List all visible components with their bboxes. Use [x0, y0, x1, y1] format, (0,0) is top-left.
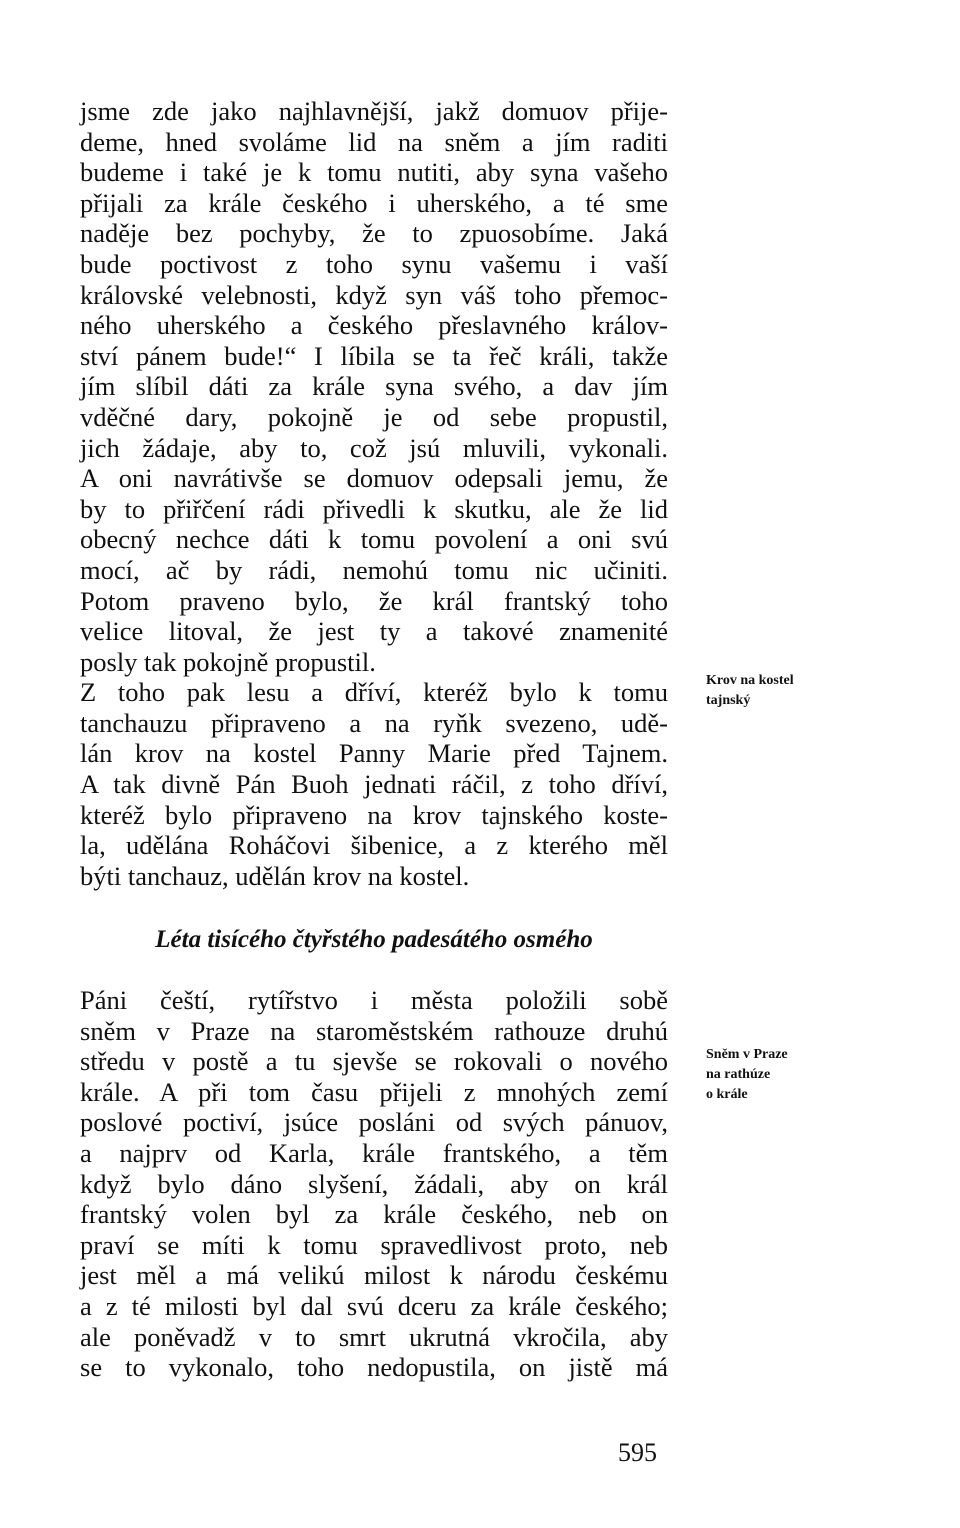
text-line: a najprv od Karla, krále frantského, a těm	[80, 1137, 668, 1168]
text-line: Z toho pak lesu a dříví, kteréž bylo k tomu	[80, 677, 668, 708]
section-heading: Léta tisícého čtyřstého padesátého osmého	[155, 926, 593, 953]
text-line: vděčné dary, pokojně je od sebe propustil,	[80, 401, 668, 432]
text-line: jest měl a má velikú milost k národu českému	[80, 1260, 668, 1291]
text-line: budeme i také je k tomu nutiti, aby syna vašeho	[80, 157, 668, 188]
text-line: la, udělána Roháčovi šibenice, a z kterého měl	[80, 830, 668, 861]
text-line: tanchauzu připraveno a na ryňk svezeno, udě-	[80, 707, 668, 738]
text-line: velice litoval, že jest ty a takové znamenité	[80, 616, 668, 647]
text-line: bude poctivost z toho synu vašemu i vaší	[80, 248, 668, 279]
text-line: kteréž bylo připraveno na krov tajnského koste-	[80, 799, 668, 830]
text-line: přijali za krále českého i uherského, a té sme	[80, 187, 668, 218]
text-line: naděje bez pochyby, že to zpuosobíme. Jaká	[80, 218, 668, 249]
text-line: obecný nechce dáti k tomu povolení a oni svú	[80, 524, 668, 555]
text-line: krále. A při tom času přijeli z mnohých zemí	[80, 1076, 668, 1107]
text-line: Páni čeští, rytířstvo i města položili sobě	[80, 985, 668, 1015]
page-number: 595	[618, 1438, 657, 1467]
text-line: A tak divně Pán Buoh jednati ráčil, z toho dříví,	[80, 769, 668, 800]
text-line: a z té milosti byl dal svú dceru za krále českého;	[80, 1290, 668, 1321]
margin-note-line: o krále	[706, 1087, 748, 1102]
text-line: středu v postě a tu sjevše se rokovali o nového	[80, 1046, 668, 1077]
text-line: ství pánem bude!“ I líbila se ta řeč králi, takže	[80, 340, 668, 371]
text-line: královské velebnosti, když syn váš toho přemoc-	[80, 279, 668, 310]
margin-note-line: Sněm v Praze	[706, 1047, 788, 1062]
text-line: poslové poctiví, jsúce posláni od svých pánuov,	[80, 1107, 668, 1138]
text-line: Potom praveno bylo, že král frantský toho	[80, 585, 668, 616]
margin-note-line: na rathúze	[706, 1067, 771, 1082]
text-line: mocí, ač by rádi, nemohú tomu nic učiniti.	[80, 554, 668, 585]
margin-note-line: tajnský	[706, 693, 751, 708]
text-line: jich žádaje, aby to, což jsú mluvili, vykonali.	[80, 432, 668, 463]
text-line: posly tak pokojně propustil.	[80, 646, 376, 677]
text-line: ale poněvadž v to smrt ukrutná vkročila, aby	[80, 1321, 668, 1352]
text-line: frantský volen byl za krále českého, neb on	[80, 1199, 668, 1230]
text-line: když bylo dáno slyšení, žádali, aby on král	[80, 1168, 668, 1199]
paragraph-bottom	[80, 985, 668, 1383]
text-line: A oni navrátivše se domuov odepsali jemu, že	[80, 463, 668, 494]
text-line: jsme zde jako najhlavnější, jakž domuov přije-	[80, 96, 668, 126]
text-line: praví se míti k tomu spravedlivost proto, neb	[80, 1229, 668, 1260]
text-line: ného uherského a českého přeslavného králov-	[80, 310, 668, 341]
margin-note-line: Krov na kostel	[706, 673, 794, 688]
margin-note-krov	[706, 671, 906, 711]
text-line: jím slíbil dáti za krále syna svého, a dav jím	[80, 371, 668, 402]
text-line: sněm v Praze na staroměstském rathouze druhú	[80, 1015, 668, 1046]
text-line: lán krov na kostel Panny Marie před Tajnem.	[80, 738, 668, 769]
text-line: deme, hned svoláme lid na sněm a jím raditi	[80, 126, 668, 157]
text-line: býti tanchauz, udělán krov na kostel.	[80, 860, 470, 891]
text-line: by to přiřčení rádi přivedli k skutku, ale že lid	[80, 493, 668, 524]
text-line: se to vykonalo, toho nedopustila, on jistě má	[80, 1352, 668, 1383]
margin-note-snem	[706, 1045, 906, 1105]
paragraph-top	[80, 96, 668, 891]
